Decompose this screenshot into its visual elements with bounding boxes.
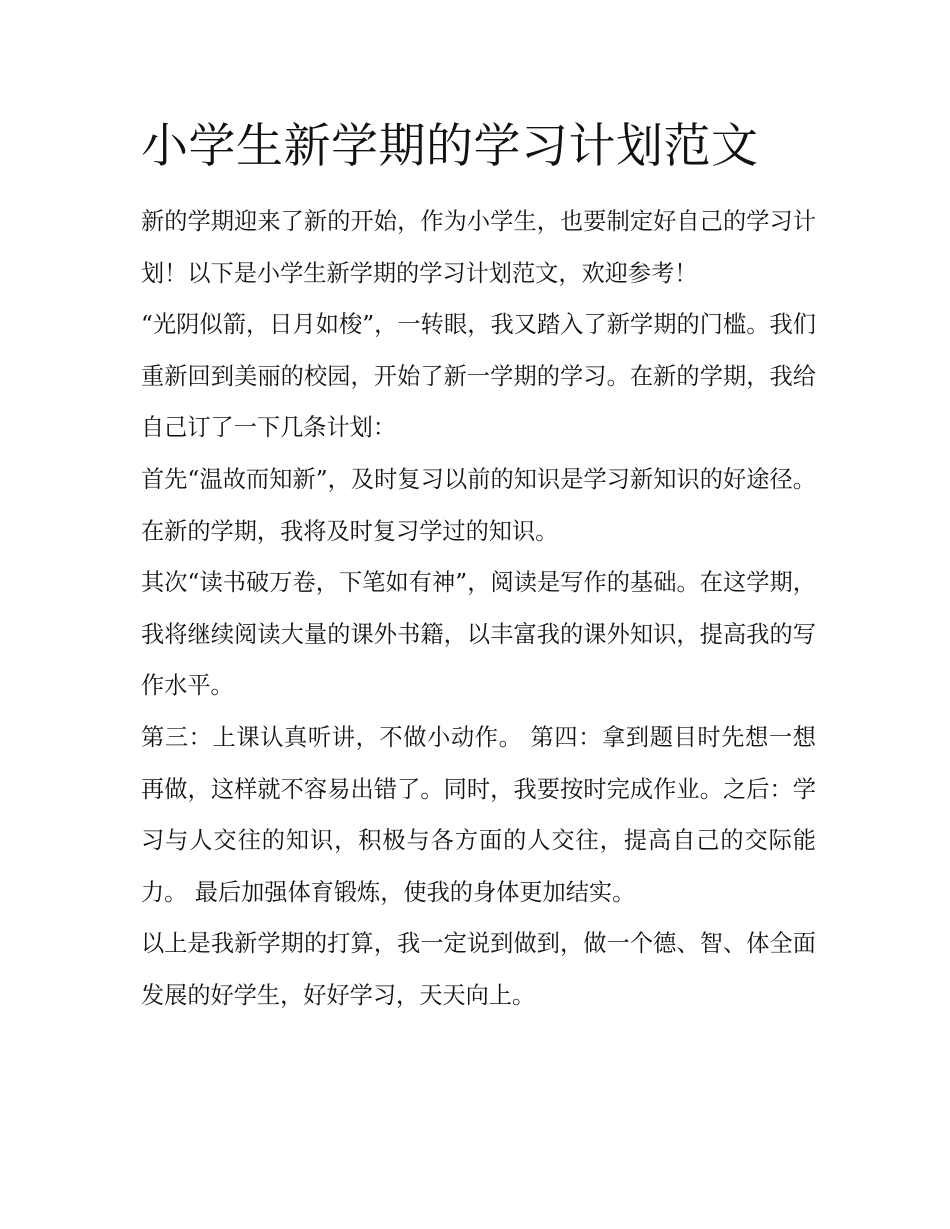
paragraph-intro: 新的学期迎来了新的开始，作为小学生，也要制定好自己的学习计划！以下是小学生新学期的学习计划范文，欢迎参考！	[141, 208, 816, 287]
document-title: 小学生新学期的学习计划范文	[141, 119, 759, 174]
paragraph-plan-second: 其次“读书破万卷，下笔如有神”，阅读是写作的基础。在这学期，我将继续阅读大量的课外书籍，以丰富我的课外知识，提高我的写作水平。	[141, 569, 816, 700]
paragraph-conclusion: 以上是我新学期的打算，我一定说到做到，做一个德、智、体全面发展的好学生，好好学习，天天向上。	[141, 930, 816, 1009]
document-body	[141, 196, 816, 1022]
paragraph-plan-third-onward: 第三：上课认真听讲，不做小动作。 第四：拿到题目时先想一想再做，这样就不容易出错了。同时，我要按时完成作业。之后：学习与人交往的知识，积极与各方面的人交往，提高自己的交际能力。 最后加强体育锻炼，使我的身体更加结实。	[141, 723, 816, 906]
paragraph-plan-first: 首先“温故而知新”，及时复习以前的知识是学习新知识的好途径。在新的学期，我将及时复习学过的知识。	[141, 465, 816, 545]
paragraph-opening: “光阴似箭，日月如梭”，一转眼，我又踏入了新学期的门槛。我们重新回到美丽的校园，开始了新一学期的学习。在新的学期，我给自己订了一下几条计划：	[141, 311, 816, 442]
